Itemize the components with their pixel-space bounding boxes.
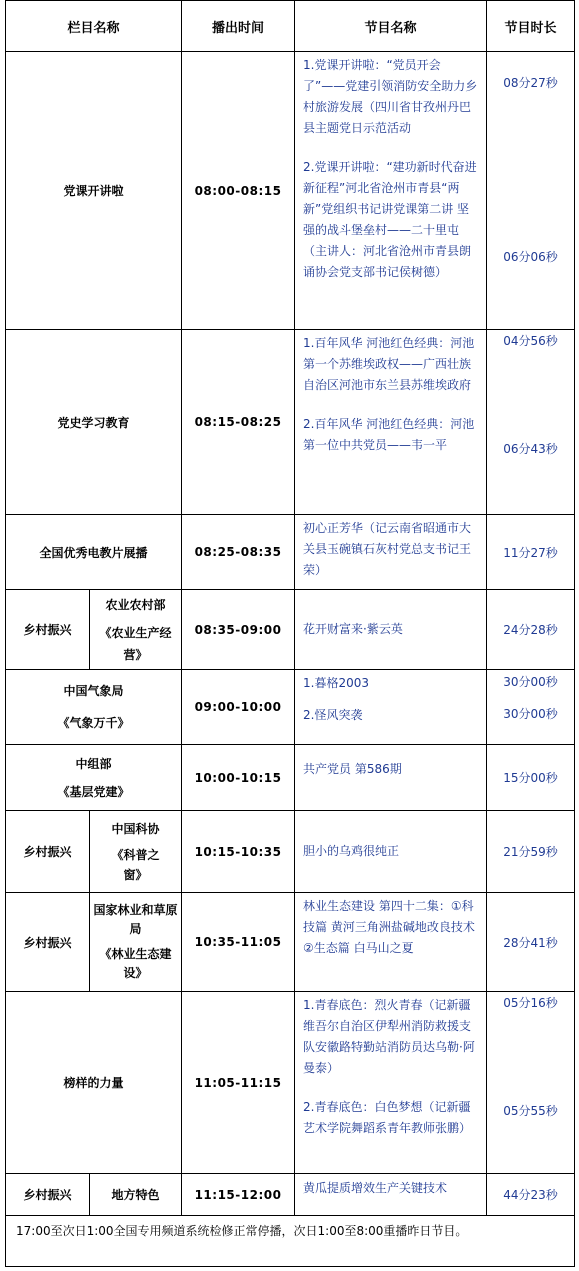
column-program: 《基层党建》 [57, 784, 130, 799]
duration-value: 06分06秒 [503, 250, 558, 264]
program-item: 花开财富来·紫云英 [303, 622, 403, 636]
air-time: 10:15-10:35 [182, 811, 295, 893]
program-cell [295, 745, 487, 811]
schedule-wrapper [5, 0, 574, 1267]
program-cell [295, 515, 487, 590]
duration-cell [487, 811, 575, 893]
program-item: 2.怪风突袭 [303, 708, 363, 722]
sub-column-org: 农业农村部 [105, 597, 166, 612]
duration-value: 06分43秒 [503, 442, 558, 456]
program-cell [295, 992, 487, 1174]
duration-value: 11分27秒 [503, 545, 558, 560]
column-name: 榜样的力量 [6, 992, 182, 1174]
program-item: 胆小的乌鸡很纯正 [303, 844, 400, 858]
program-item: 林业生态建设 第四十二集：①科技篇 黄河三角洲盐碱地改良技术②生态篇 白马山之夏 [303, 899, 475, 955]
sub-column-name: 《科普之窗》 [111, 847, 160, 882]
duration-cell [487, 1174, 575, 1216]
table-row [6, 515, 575, 590]
duration-value: 21分59秒 [503, 845, 558, 859]
table-row [6, 893, 575, 992]
column-name: 乡村振兴 [6, 811, 90, 893]
column-name [6, 670, 182, 745]
duration-value: 08分27秒 [503, 76, 558, 90]
air-time: 11:05-11:15 [182, 992, 295, 1174]
air-time: 08:35-09:00 [182, 590, 295, 670]
sub-column-name: 《农业生产经营》 [99, 625, 172, 662]
program-item: 黄瓜提质增效生产关键技术 [303, 1181, 448, 1195]
duration-value: 30分00秒 [503, 675, 558, 689]
program-cell [295, 1174, 487, 1216]
column-name: 全国优秀电教片展播 [6, 515, 182, 590]
program-cell [295, 52, 487, 330]
air-time: 08:15-08:25 [182, 330, 295, 515]
duration-cell [487, 745, 575, 811]
column-name: 乡村振兴 [6, 590, 90, 670]
duration-value: 05分16秒 [503, 996, 558, 1010]
program-item: 1.百年风华 河池红色经典：河池第一个苏维埃政权——广西壮族自治区河池市东兰县苏维埃政府 [303, 336, 475, 392]
duration-cell [487, 893, 575, 992]
air-time: 09:00-10:00 [182, 670, 295, 745]
program-cell [295, 893, 487, 992]
duration-value: 15分00秒 [503, 771, 558, 785]
program-item: 2.青春底色：白色梦想（记新疆艺术学院舞蹈系青年教师张鹏） [303, 1100, 472, 1135]
duration-cell [487, 330, 575, 515]
footer-note: 17:00至次日1:00全国专用频道系统检修正常停播，次日1:00至8:00重播昨日节目。 [6, 1216, 575, 1267]
program-item: 1.暮格2003 [303, 676, 370, 690]
program-item: 1.党课开讲啦：“党员开会了”——党建引领消防安全助力乡村旅游发展（四川省甘孜州丹巴县主题党日示范活动 [303, 58, 478, 135]
table-row [6, 745, 575, 811]
duration-cell [487, 515, 575, 590]
duration-value: 28分41秒 [503, 935, 558, 950]
program-item: 2.党课开讲啦：“建功新时代奋进新征程”河北省沧州市青县“两新”党组织书记讲党课第二讲 坚强的战斗堡垒村——二十里屯（主讲人：河北省沧州市青县朗诵协会党支部书记侯树德） [303, 160, 477, 279]
duration-value: 30分00秒 [503, 707, 558, 721]
column-name [6, 745, 182, 811]
column-name: 乡村振兴 [6, 1174, 90, 1216]
header-duration: 节目时长 [487, 1, 575, 52]
air-time: 10:00-10:15 [182, 745, 295, 811]
program-item: 2.百年风华 河池红色经典：河池第一位中共党员——韦一平 [303, 417, 475, 452]
footer-row [6, 1216, 575, 1267]
sub-column [90, 811, 182, 893]
column-name: 党课开讲啦 [6, 52, 182, 330]
sub-column [90, 893, 182, 992]
program-cell [295, 670, 487, 745]
program-cell [295, 590, 487, 670]
air-time: 10:35-11:05 [182, 893, 295, 992]
schedule-table [5, 0, 575, 1267]
duration-cell [487, 590, 575, 670]
column-org: 中国气象局 [63, 684, 124, 698]
sub-column-org: 地方特色 [90, 1174, 182, 1216]
table-row [6, 811, 575, 893]
program-item: 共产党员 第586期 [303, 762, 402, 776]
program-item: 1.青春底色：烈火青春（记新疆维吾尔自治区伊犁州消防救援支队安徽路特勤站消防员达乌勒·阿曼泰） [303, 998, 475, 1075]
air-time: 08:25-08:35 [182, 515, 295, 590]
header-program-name: 节目名称 [295, 1, 487, 52]
duration-cell [487, 670, 575, 745]
duration-value: 44分23秒 [503, 1188, 558, 1202]
program-cell [295, 811, 487, 893]
table-row [6, 52, 575, 330]
sub-column [90, 590, 182, 670]
table-row [6, 1174, 575, 1216]
duration-value: 04分56秒 [503, 334, 558, 348]
table-row [6, 670, 575, 745]
table-row [6, 590, 575, 670]
column-org: 中组部 [75, 756, 112, 771]
sub-column-org: 国家林业和草原局 [93, 903, 178, 936]
table-row [6, 330, 575, 515]
header-air-time: 播出时间 [182, 1, 295, 52]
column-name: 乡村振兴 [6, 893, 90, 992]
sub-column-org: 中国科协 [111, 821, 160, 836]
column-name: 党史学习教育 [6, 330, 182, 515]
air-time: 11:15-12:00 [182, 1174, 295, 1216]
header-row [6, 1, 575, 52]
sub-column-name: 《林业生态建设》 [99, 947, 172, 980]
air-time: 08:00-08:15 [182, 52, 295, 330]
duration-cell [487, 52, 575, 330]
header-column-name: 栏目名称 [6, 1, 182, 52]
duration-value: 24分28秒 [503, 623, 558, 637]
column-program: 《气象万千》 [57, 716, 130, 730]
table-row [6, 992, 575, 1174]
program-item: 初心正芳华（记云南省昭通市大关县玉碗镇石灰村党总支书记王荣） [303, 521, 472, 577]
program-cell [295, 330, 487, 515]
duration-value: 05分55秒 [503, 1104, 558, 1118]
duration-cell [487, 992, 575, 1174]
